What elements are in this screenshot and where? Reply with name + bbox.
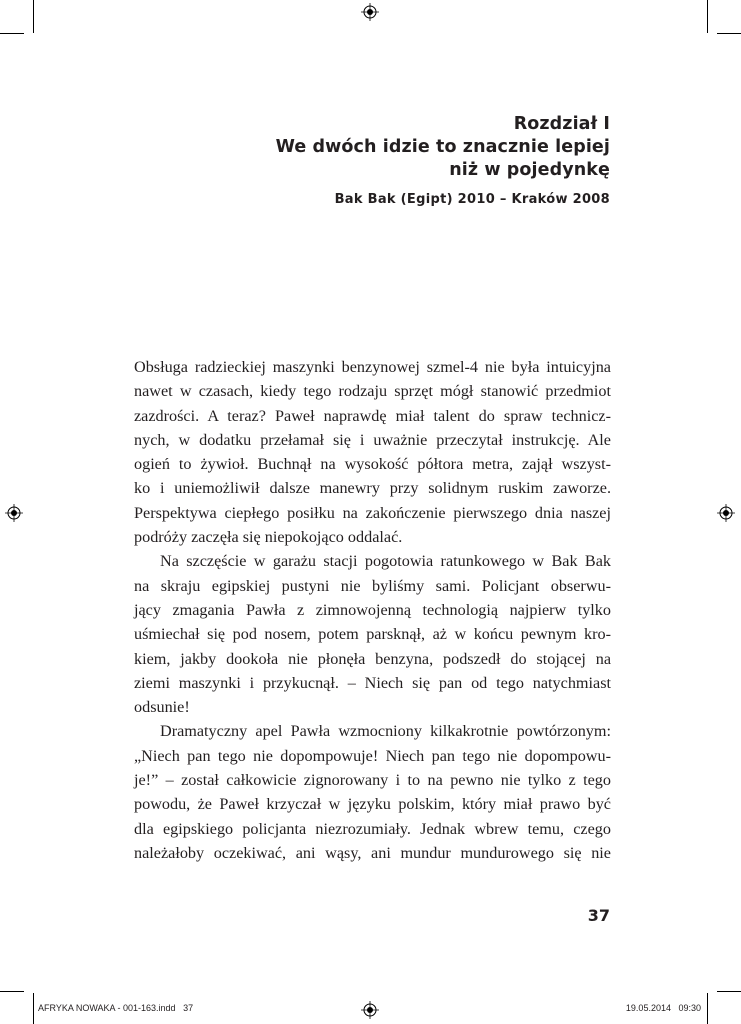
text-line: zazdrości. A teraz? Paweł naprawdę miał talent do spraw technicz- <box>134 406 611 425</box>
slug-date: 19.05.2014 09:30 <box>625 1003 701 1013</box>
body-text <box>134 355 611 865</box>
text-line: uśmiechał się pod nosem, potem parsknął, aż w końcu pewnym kro- <box>134 625 611 644</box>
text-line: Dramatyczny apel Pawła wzmocniony kilkakrotnie powtórzonym: <box>160 722 611 741</box>
chapter-heading <box>276 113 610 207</box>
text-line: nych, w dodatku przełamał się i uważnie przeczytał instrukcję. Ale <box>134 430 611 449</box>
text-line: na skraju egipskiej pustyni nie byliśmy sami. Policjant obserwu- <box>134 576 611 595</box>
text-line: nawet w czasach, kiedy tego rodzaju sprzęt mógł stanowić przedmiot <box>134 382 611 401</box>
text-line: powodu, że Paweł krzyczał w języku polskim, który miał prawo być <box>134 795 611 814</box>
text-line: je!” – został całkowicie zignorowany i to na pewno nie tylko z tego <box>134 771 611 790</box>
text-line: Perspektywa ciepłego posiłku na zakończenie pierwszego dnia naszej <box>134 503 611 522</box>
text-line: ziemi maszynki i przykucnął. – Niech się pan od tego natychmiast <box>134 673 611 692</box>
text-line: podróży zaczęła się niepokojąco oddalać. <box>134 528 403 547</box>
crop-mark <box>0 33 24 34</box>
text-line: należałoby oczekiwać, ani wąsy, ani mundur mundurowego się nie <box>134 843 611 862</box>
crop-mark <box>33 0 34 33</box>
page-number: 37 <box>587 906 610 925</box>
registration-mark-icon <box>361 3 379 21</box>
registration-mark-icon <box>361 1001 379 1019</box>
crop-mark <box>707 0 708 33</box>
text-line: kiem, jakby dookoła nie płonęła benzyna, podszedł do stojącej na <box>134 649 611 668</box>
crop-mark <box>707 993 708 1024</box>
chapter-label: Rozdział I <box>513 114 610 134</box>
slug-filename: AFRYKA NOWAKA - 001-163.indd 37 <box>38 1003 194 1013</box>
text-line: odsunie! <box>134 698 190 717</box>
crop-mark <box>0 991 24 992</box>
registration-mark-icon <box>5 504 23 522</box>
text-line: Na szczęście w garażu stacji pogotowia ratunkowego w Bak Bak <box>160 552 611 571</box>
text-line: „Niech pan tego nie dopompowuje! Niech pan tego nie dopompowu- <box>134 746 611 765</box>
crop-mark <box>717 991 741 992</box>
text-line: dla egipskiego policjanta niezrozumiały. Jednak wbrew temu, czego <box>134 819 611 838</box>
text-line: Obsługa radzieckiej maszynki benzynowej szmel-4 nie była intuicyjna <box>134 358 611 376</box>
registration-mark-icon <box>717 504 735 522</box>
chapter-title-line-1: We dwóch idzie to znacznie lepiej <box>275 137 610 157</box>
text-line: ko i uniemożliwił dalsze manewry przy solidnym ruskim zaworze. <box>134 479 611 498</box>
crop-mark <box>717 33 741 34</box>
crop-mark <box>33 993 34 1024</box>
chapter-title-line-2: niż w pojedynkę <box>449 160 610 180</box>
text-line: jący zmagania Pawła z zimnowojenną technologią najpierw tylko <box>134 600 611 619</box>
text-line: ogień to żywioł. Buchnął na wysokość półtora metra, zajął wszyst- <box>134 455 611 474</box>
chapter-subtitle: Bak Bak (Egipt) 2010 – Kraków 2008 <box>334 192 610 207</box>
